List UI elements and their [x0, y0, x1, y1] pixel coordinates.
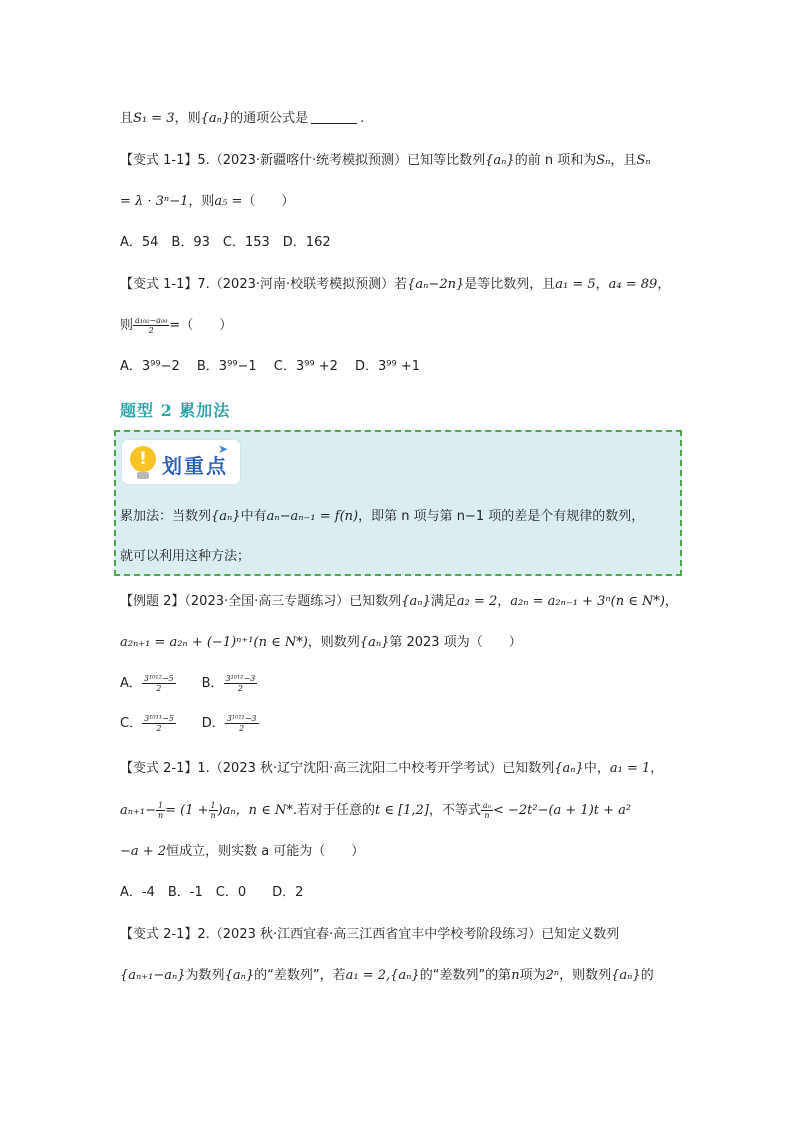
- denominator: n: [210, 811, 216, 820]
- text: 就可以利用这种方法；: [120, 549, 251, 564]
- fraction: [133, 316, 169, 335]
- denominator: n: [157, 811, 164, 820]
- text: ，则数列: [307, 635, 360, 650]
- text: 为数列: [185, 968, 225, 983]
- math: a₂ₙ₊₁ = a₂ₙ + (−1)ⁿ⁺¹(n ∈ N*): [120, 635, 308, 650]
- denominator: 2: [239, 724, 245, 733]
- options: A．3⁹⁹−2 B．3⁹⁹−1 C．3⁹⁹ +2 D．3⁹⁹ +1: [120, 359, 420, 374]
- denominator: 2: [156, 684, 162, 693]
- text: 的“差数列”，若: [254, 968, 346, 983]
- question-line-1: [120, 110, 364, 128]
- math: {aₙ}: [485, 153, 515, 168]
- text: ，即第 n 项与第 n−1 项的差是个有规律的数列，: [358, 509, 645, 524]
- variant-1-1-q5-line-1: [120, 152, 651, 170]
- text: 中，: [583, 761, 610, 776]
- lightbulb-icon: !: [130, 446, 156, 472]
- text: 中有: [240, 509, 267, 524]
- paper-plane-icon: ➤: [218, 442, 229, 456]
- math: {aₙ−2n}: [407, 277, 465, 292]
- text: =（ ）: [169, 318, 233, 333]
- math: {aₙ}: [611, 968, 641, 983]
- math: a₂ = 2: [456, 594, 498, 609]
- text: ，: [650, 761, 664, 776]
- text: ，则: [188, 194, 215, 209]
- variant-2-1-q1-line-3: [120, 843, 364, 861]
- option-d-fraction: [225, 714, 259, 733]
- key-point-line-2: [120, 548, 250, 566]
- text: ，则数列: [559, 968, 612, 983]
- text: ，: [595, 277, 609, 292]
- math: 2ⁿ: [545, 968, 560, 983]
- variant-2-1-q2-line-1: [120, 926, 619, 944]
- text: 的通项公式是: [230, 111, 309, 126]
- text: 项为: [519, 968, 546, 983]
- numerator: aₙ: [482, 801, 491, 810]
- text: ，且: [610, 153, 637, 168]
- text: 则: [120, 318, 134, 333]
- text: 2.（2023 秋·江西宜春·高三江西省宜丰中学校考阶段练习）已知定义数列: [197, 927, 620, 942]
- numerator: 1: [210, 801, 216, 810]
- math: {aₙ}: [211, 509, 241, 524]
- text: 且: [120, 111, 134, 126]
- text: （2023·全国·高三专题练习）已知数列: [184, 594, 402, 609]
- math: Sₙ: [636, 153, 651, 168]
- math: {aₙ}: [401, 594, 431, 609]
- math: −a + 2: [120, 844, 167, 859]
- denominator: n: [484, 811, 490, 820]
- example-2-line-2: [120, 634, 522, 652]
- denominator: 2: [156, 724, 162, 733]
- text: ，: [657, 277, 671, 292]
- math: aₙ−aₙ₋₁ = f(n): [266, 509, 359, 524]
- math: = (1 +: [165, 803, 209, 818]
- math: a₅ =: [214, 194, 243, 209]
- numerator: 3¹⁰¹²−3: [225, 674, 256, 683]
- text: ，: [664, 594, 678, 609]
- text: 的: [640, 968, 654, 983]
- math: {aₙ}: [359, 635, 390, 650]
- numerator: 3¹⁰¹¹−5: [144, 714, 174, 723]
- option-d-label: D．: [201, 716, 225, 731]
- text: ，不等式: [428, 803, 481, 818]
- key-point-line-1: [120, 508, 644, 526]
- text: 满足: [430, 594, 457, 609]
- text: ，: [497, 594, 511, 609]
- text: 若对于任意的: [296, 803, 375, 818]
- fraction: [481, 801, 493, 820]
- key-point-box: [114, 430, 682, 576]
- example-tag: 【例题 2】: [120, 594, 185, 609]
- variant-tag: 【变式 2-1】: [120, 927, 198, 942]
- variant-2-1-q2-line-2: [120, 967, 654, 985]
- text: 1.（2023 秋·辽宁沈阳·高三沈阳二中校考开学考试）已知数列: [197, 761, 555, 776]
- math: a₁ = 2,{aₙ}: [345, 968, 420, 983]
- answer-blank: [311, 111, 357, 124]
- text: （ ）: [242, 194, 295, 209]
- option-a-fraction: [142, 674, 176, 693]
- option-b-fraction: [224, 674, 258, 693]
- option-a-label: A．: [120, 676, 142, 691]
- math: n: [511, 968, 520, 983]
- math: = λ · 3ⁿ−1: [120, 194, 189, 209]
- fraction: [156, 801, 165, 820]
- math: )aₙ，n ∈ N*.: [217, 803, 297, 818]
- math: a₄ = 89: [608, 277, 658, 292]
- math: aₙ₊₁−: [120, 803, 156, 818]
- math: {aₙ₊₁−aₙ}: [120, 968, 186, 983]
- text: 5.（2023·新疆喀什·统考模拟预测）已知等比数列: [197, 153, 486, 168]
- options: A．54 B．93 C．153 D．162: [120, 235, 331, 250]
- math: Sₙ: [596, 153, 611, 168]
- math: {aₙ}: [224, 968, 255, 983]
- options: A．-4 B．-1 C．0 D．2: [120, 885, 304, 900]
- option-c-fraction: [142, 714, 176, 733]
- variant-1-1-q7-line-2: [120, 316, 232, 335]
- variant-1-1-q7-line-1: [120, 276, 670, 294]
- variant-tag: 【变式 1-1】: [120, 153, 198, 168]
- math: a₁ = 5: [555, 277, 596, 292]
- example-2-line-1: [120, 593, 678, 611]
- variant-tag: 【变式 1-1】: [120, 277, 198, 292]
- math: {aₙ}: [200, 111, 231, 126]
- math: S₁ = 3: [133, 111, 175, 126]
- example-2-options-ab: [120, 674, 257, 693]
- numerator: 3¹⁰¹²−5: [143, 674, 174, 683]
- text: .: [360, 111, 365, 126]
- math: t ∈ [1,2]: [374, 803, 429, 818]
- text: 的“差数列”的第: [419, 968, 512, 983]
- denominator: 2: [237, 684, 243, 693]
- variant-tag: 【变式 2-1】: [120, 761, 198, 776]
- example-2-options-cd: [120, 714, 259, 733]
- denominator: 2: [148, 326, 154, 335]
- key-point-badge: [122, 440, 240, 484]
- math: a₁ = 1: [609, 761, 651, 776]
- variant-2-1-q1-line-1: [120, 760, 663, 778]
- variant-1-1-q5-options: [120, 234, 331, 252]
- text: 恒成立，则实数 a 可能为（ ）: [166, 844, 365, 859]
- text: 7.（2023·河南·校联考模拟预测）若: [197, 277, 408, 292]
- math: < −2t²−(a + 1)t + a²: [492, 803, 632, 818]
- section-title: 题型 2 累加法: [120, 401, 231, 420]
- text: 第 2023 项为（ ）: [389, 635, 522, 650]
- text: ，则: [174, 111, 201, 126]
- variant-2-1-q1-options: [120, 884, 303, 902]
- variant-2-1-q1-line-2: [120, 801, 631, 820]
- option-c-label: C．: [120, 716, 143, 731]
- math: a₂ₙ = a₂ₙ₋₁ + 3ⁿ(n ∈ N*): [510, 594, 665, 609]
- text: 是等比数列，且: [464, 277, 556, 292]
- variant-1-1-q7-options: [120, 358, 420, 376]
- lightbulb-base: [137, 472, 149, 479]
- numerator: a₁₀₀−a₉₉: [135, 316, 168, 325]
- math: {aₙ}: [554, 761, 584, 776]
- key-point-label: 划重点: [162, 454, 228, 478]
- text: 累加法：当数列: [120, 509, 212, 524]
- text: 的前 n 项和为: [514, 153, 597, 168]
- variant-1-1-q5-line-2: [120, 193, 294, 211]
- fraction: [209, 801, 218, 820]
- option-b-label: B．: [201, 676, 224, 691]
- numerator: 3¹⁰¹¹−3: [226, 714, 257, 723]
- numerator: 1: [158, 801, 164, 810]
